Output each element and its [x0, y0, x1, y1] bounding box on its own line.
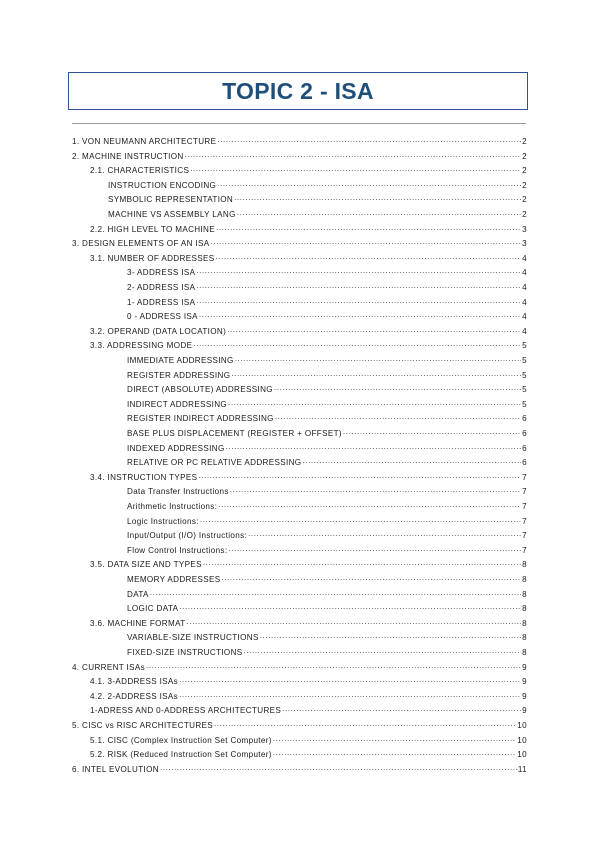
toc-entry-page-number: 2 — [522, 137, 527, 146]
toc-entry-page-number: 4 — [522, 312, 527, 322]
toc-entry[interactable] — [90, 336, 527, 351]
title-box — [68, 72, 528, 110]
toc-dot-leader — [198, 472, 521, 481]
toc-entry[interactable] — [90, 248, 527, 263]
toc-dot-leader — [234, 194, 521, 203]
toc-dot-leader — [274, 384, 521, 393]
toc-dot-leader — [199, 311, 521, 320]
toc-entry-page-number: 7 — [522, 487, 527, 497]
toc-entry[interactable] — [127, 453, 527, 468]
toc-entry-page-number: 2 — [522, 210, 527, 219]
toc-dot-leader — [343, 428, 521, 437]
toc-entry[interactable] — [127, 628, 527, 643]
toc-dot-leader — [230, 486, 521, 495]
toc-entry[interactable] — [72, 657, 527, 672]
toc-dot-leader — [226, 443, 522, 452]
toc-entry-label: 2. MACHINE INSTRUCTION — [72, 151, 184, 161]
toc-entry-label: MEMORY ADDRESSES — [127, 575, 221, 584]
toc-entry-page-number: 2 — [522, 180, 527, 190]
toc-entry-page-number: 7 — [522, 531, 527, 541]
toc-dot-leader — [215, 253, 521, 262]
toc-entry-page-number: 6 — [522, 414, 527, 424]
toc-entry[interactable] — [127, 482, 527, 497]
toc-dot-leader — [196, 282, 521, 291]
toc-entry[interactable] — [90, 555, 527, 570]
toc-entry[interactable] — [127, 584, 527, 599]
toc-entry[interactable] — [127, 497, 527, 512]
toc-entry[interactable] — [90, 686, 527, 701]
toc-entry-page-number: 6 — [522, 429, 527, 438]
toc-entry-page-number: 9 — [522, 677, 527, 687]
toc-entry-label: VARIABLE-SIZE INSTRUCTIONS — [127, 633, 259, 643]
toc-entry[interactable] — [72, 234, 527, 249]
toc-dot-leader — [196, 267, 521, 276]
toc-entry-page-number: 4 — [522, 283, 527, 292]
toc-entry-page-number: 5 — [522, 399, 527, 409]
toc-entry-label: INDIRECT ADDRESSING — [127, 399, 228, 409]
toc-entry-label: 5. CISC vs RISC ARCHITECTURES — [72, 721, 214, 730]
toc-entry[interactable] — [90, 467, 527, 482]
toc-entry-label: IMMEDIATE ADDRESSING — [127, 356, 234, 365]
toc-entry-page-number: 4 — [522, 297, 527, 307]
toc-entry[interactable] — [127, 409, 527, 424]
title-divider — [72, 123, 526, 124]
toc-entry-label: REGISTER ADDRESSING — [127, 370, 231, 380]
toc-entry-label: 1- ADDRESS ISA — [127, 297, 196, 307]
toc-dot-leader — [282, 705, 521, 714]
toc-entry[interactable] — [72, 759, 527, 774]
toc-entry-page-number: 10 — [517, 750, 527, 760]
toc-entry-page-number: 7 — [522, 472, 527, 482]
toc-entry[interactable] — [90, 701, 527, 716]
toc-entry-label: 1-ADRESS AND 0-ADDRESS ARCHITECTURES — [90, 706, 282, 716]
toc-entry-page-number: 8 — [522, 560, 527, 570]
toc-entry-page-number: 7 — [522, 516, 527, 526]
toc-dot-leader — [227, 326, 521, 335]
toc-entry[interactable] — [90, 321, 527, 336]
toc-dot-leader — [211, 238, 522, 247]
toc-dot-leader — [203, 559, 521, 568]
toc-entry[interactable] — [127, 307, 527, 322]
toc-entry[interactable] — [108, 205, 527, 220]
toc-entry-label: 6. INTEL EVOLUTION — [72, 764, 159, 774]
toc-entry[interactable] — [127, 643, 527, 658]
toc-entry-label: 3. DESIGN ELEMENTS OF AN ISA — [72, 239, 210, 249]
toc-entry-label: 4.2. 2-ADDRESS ISAs — [90, 691, 179, 701]
toc-entry[interactable] — [72, 132, 527, 147]
toc-entry-page-number: 2 — [522, 151, 527, 161]
toc-entry-label: 3.4. INSTRUCTION TYPES — [90, 472, 198, 482]
toc-entry[interactable] — [127, 526, 527, 541]
toc-entry[interactable] — [127, 351, 527, 366]
toc-entry[interactable] — [127, 292, 527, 307]
toc-dot-leader — [200, 516, 521, 525]
toc-entry-page-number: 3 — [522, 224, 527, 234]
toc-dot-leader — [221, 574, 521, 583]
toc-dot-leader — [273, 735, 516, 744]
toc-entry-page-number: 4 — [522, 268, 527, 278]
toc-entry-label: 5.1. CISC (Complex Instruction Set Computer) — [90, 735, 272, 745]
toc-entry[interactable] — [127, 424, 527, 439]
toc-entry-page-number: 8 — [522, 604, 527, 614]
toc-entry-page-number: 2 — [522, 195, 527, 205]
toc-entry-page-number: 11 — [517, 764, 527, 774]
toc-entry[interactable] — [90, 745, 527, 760]
toc-entry[interactable] — [127, 380, 527, 395]
toc-entry-page-number: 7 — [522, 502, 527, 511]
toc-entry-label: BASE PLUS DISPLACEMENT (REGISTER + OFFSET) — [127, 429, 342, 438]
toc-dot-leader — [187, 618, 522, 627]
toc-dot-leader — [214, 720, 516, 729]
toc-entry-label: SYMBOLIC REPRESENTATION — [108, 195, 234, 205]
toc-entry-label: Flow Control Instructions: — [127, 545, 228, 555]
toc-entry[interactable] — [127, 511, 527, 526]
toc-dot-leader — [160, 764, 517, 773]
toc-entry[interactable] — [90, 730, 527, 745]
toc-entry-page-number: 8 — [522, 618, 527, 628]
toc-entry-label: 3.6. MACHINE FORMAT — [90, 618, 186, 628]
toc-entry[interactable] — [127, 438, 527, 453]
toc-entry[interactable] — [127, 540, 527, 555]
toc-entry-label: LOGIC DATA — [127, 604, 179, 614]
toc-entry-label: 3- ADDRESS ISA — [127, 268, 196, 278]
toc-entry-page-number: 5 — [522, 370, 527, 380]
toc-entry-page-number: 8 — [522, 575, 527, 584]
toc-entry-page-number: 5 — [522, 341, 527, 351]
toc-entry[interactable] — [127, 365, 527, 380]
toc-entry-label: RELATIVE OR PC RELATIVE ADDRESSING — [127, 458, 302, 468]
toc-entry-page-number: 5 — [522, 385, 527, 395]
toc-entry[interactable] — [72, 716, 527, 731]
toc-entry-page-number: 9 — [522, 691, 527, 701]
toc-entry-label: INSTRUCTION ENCODING — [108, 180, 217, 190]
toc-dot-leader — [260, 632, 521, 641]
toc-entry[interactable] — [127, 394, 527, 409]
toc-dot-leader — [185, 151, 522, 160]
toc-dot-leader — [217, 180, 521, 189]
toc-entry-label: 2.2. HIGH LEVEL TO MACHINE — [90, 224, 215, 234]
toc-dot-leader — [231, 370, 521, 379]
toc-entry-label: Input/Output (I/O) Instructions: — [127, 531, 248, 541]
toc-entry-label: Arithmetic Instructions: — [127, 502, 218, 511]
toc-entry-label: 1. VON NEUMANN ARCHITECTURE — [72, 137, 217, 146]
toc-entry-page-number: 6 — [522, 458, 527, 468]
toc-dot-leader — [150, 589, 521, 598]
toc-dot-leader — [275, 413, 521, 422]
toc-entry-page-number: 5 — [522, 356, 527, 365]
toc-entry[interactable] — [90, 161, 527, 176]
toc-dot-leader — [237, 209, 521, 218]
toc-entry[interactable] — [108, 190, 527, 205]
toc-dot-leader — [244, 647, 522, 656]
toc-entry-label: 5.2. RISK (Reduced Instruction Set Computer) — [90, 750, 272, 760]
toc-dot-leader — [193, 340, 521, 349]
toc-dot-leader — [196, 297, 521, 306]
toc-entry-label: Logic Instructions: — [127, 516, 199, 526]
toc-entry-label: DIRECT (ABSOLUTE) ADDRESSING — [127, 385, 273, 395]
toc-entry-label: 4.1. 3-ADDRESS ISAs — [90, 677, 179, 687]
toc-entry-label: Data Transfer Instructions — [127, 487, 229, 497]
toc-dot-leader — [179, 676, 521, 685]
toc-entry-page-number: 2 — [522, 166, 527, 176]
toc-dot-leader — [228, 545, 521, 554]
toc-dot-leader — [273, 749, 516, 758]
toc-entry-label: 3.3. ADDRESSING MODE — [90, 341, 193, 351]
toc-dot-leader — [216, 224, 521, 233]
toc-entry-label: 2- ADDRESS ISA — [127, 283, 196, 292]
toc-entry-label: 3.5. DATA SIZE AND TYPES — [90, 560, 202, 570]
toc-dot-leader — [228, 399, 521, 408]
toc-entry-page-number: 9 — [522, 706, 527, 716]
toc-entry-label: INDEXED ADDRESSING — [127, 443, 225, 453]
toc-entry-page-number: 10 — [517, 735, 527, 745]
toc-entry-page-number: 6 — [522, 443, 527, 453]
toc-entry-page-number: 8 — [522, 589, 527, 599]
toc-entry-label: 2.1. CHARACTERISTICS — [90, 166, 190, 176]
toc-entry[interactable] — [108, 175, 527, 190]
toc-entry-label: FIXED-SIZE INSTRUCTIONS — [127, 648, 243, 657]
toc-entry[interactable] — [127, 263, 527, 278]
toc-entry[interactable] — [72, 146, 527, 161]
toc-entry-page-number: 7 — [522, 545, 527, 555]
toc-dot-leader — [190, 165, 521, 174]
toc-dot-leader — [235, 355, 521, 364]
toc-entry-page-number: 10 — [517, 721, 527, 730]
toc-entry-page-number: 8 — [522, 633, 527, 643]
toc-entry-page-number: 8 — [522, 648, 527, 657]
toc-entry-page-number: 3 — [522, 239, 527, 249]
toc-dot-leader — [218, 501, 521, 510]
toc-dot-leader — [217, 136, 521, 145]
toc-entry[interactable] — [127, 599, 527, 614]
toc-entry[interactable] — [127, 570, 527, 585]
toc-dot-leader — [248, 530, 521, 539]
toc-dot-leader — [146, 662, 521, 671]
toc-entry-page-number: 4 — [522, 326, 527, 336]
toc-entry[interactable] — [90, 672, 527, 687]
toc-entry-label: REGISTER INDIRECT ADDRESSING — [127, 414, 274, 424]
toc-dot-leader — [179, 691, 521, 700]
toc-entry-page-number: 9 — [522, 662, 527, 672]
toc-entry[interactable] — [90, 613, 527, 628]
toc-entry-label: 0 - ADDRESS ISA — [127, 312, 198, 322]
toc-entry-label: DATA — [127, 589, 149, 599]
page-title: TOPIC 2 - ISA — [222, 77, 374, 104]
toc-entry-label: 3.1. NUMBER OF ADDRESSES — [90, 253, 215, 263]
toc-entry[interactable] — [127, 278, 527, 293]
toc-entry[interactable] — [90, 219, 527, 234]
toc-entry-label: MACHINE VS ASSEMBLY LANG — [108, 210, 236, 219]
toc-dot-leader — [179, 603, 521, 612]
toc-entry-page-number: 4 — [522, 253, 527, 263]
toc-entry-label: 4. CURRENT ISAs — [72, 662, 146, 672]
toc-entry-label: 3.2. OPERAND (DATA LOCATION) — [90, 326, 227, 336]
toc-dot-leader — [302, 457, 521, 466]
